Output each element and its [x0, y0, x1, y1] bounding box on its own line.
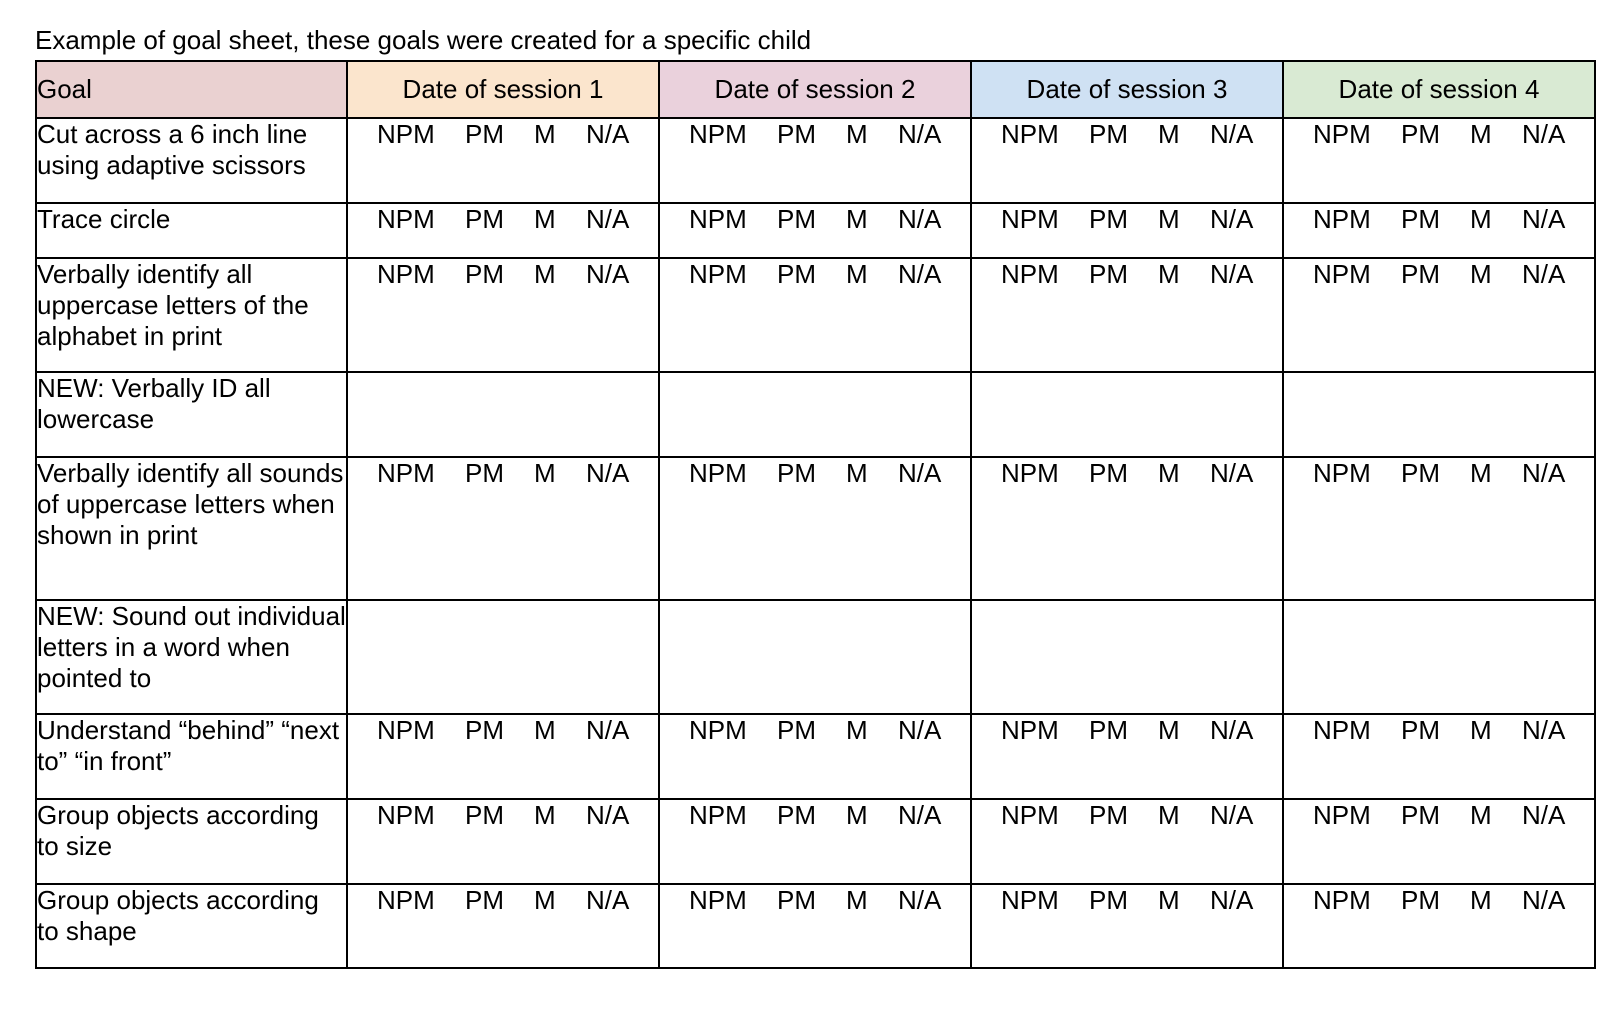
rating-option-m[interactable]: M: [846, 119, 868, 149]
goal-cell: NEW: Sound out individual letters in a word when pointed to: [36, 600, 347, 714]
goal-cell: Group objects according to shape: [36, 884, 347, 968]
rating-option-pm[interactable]: PM: [777, 119, 816, 149]
rating-option-m[interactable]: M: [1470, 458, 1492, 488]
rating-options: [972, 204, 1282, 235]
session-4-rating-cell[interactable]: [1283, 457, 1595, 600]
rating-option-m[interactable]: M: [1470, 800, 1492, 830]
rating-option-m[interactable]: M: [1158, 458, 1180, 488]
rating-option-npm[interactable]: NPM: [1001, 800, 1059, 830]
session-1-rating-cell[interactable]: [347, 884, 659, 968]
rating-option-na[interactable]: N/A: [898, 715, 942, 745]
goal-row: [36, 714, 1595, 799]
rating-option-m[interactable]: M: [534, 458, 556, 488]
rating-option-m[interactable]: M: [534, 119, 556, 149]
rating-option-na[interactable]: N/A: [586, 259, 630, 289]
rating-options: [348, 204, 658, 235]
goal-row: [36, 372, 1595, 457]
rating-option-na[interactable]: N/A: [586, 204, 630, 234]
rating-option-npm[interactable]: NPM: [1001, 119, 1059, 149]
session-1-header: Date of session 1: [347, 61, 659, 118]
rating-option-npm[interactable]: NPM: [377, 458, 435, 488]
rating-option-na[interactable]: N/A: [1210, 204, 1254, 234]
rating-option-na[interactable]: N/A: [1210, 119, 1254, 149]
rating-option-na[interactable]: N/A: [586, 800, 630, 830]
session-2-rating-cell[interactable]: [659, 457, 971, 600]
rating-option-na[interactable]: N/A: [1210, 885, 1254, 915]
rating-option-na[interactable]: N/A: [1522, 259, 1566, 289]
session-1-rating-cell[interactable]: [347, 714, 659, 799]
rating-options: [660, 259, 970, 290]
session-1-rating-cell[interactable]: [347, 600, 659, 714]
rating-option-na[interactable]: N/A: [586, 119, 630, 149]
rating-option-na[interactable]: N/A: [586, 715, 630, 745]
session-1-rating-cell[interactable]: [347, 258, 659, 372]
goal-row: [36, 799, 1595, 884]
rating-option-na[interactable]: N/A: [1522, 119, 1566, 149]
rating-option-m[interactable]: M: [1470, 119, 1492, 149]
rating-option-pm[interactable]: PM: [465, 204, 504, 234]
session-4-rating-cell[interactable]: [1283, 118, 1595, 203]
goal-cell: Cut across a 6 inch line using adaptive scissors: [36, 118, 347, 203]
rating-option-na[interactable]: N/A: [898, 259, 942, 289]
session-2-rating-cell[interactable]: [659, 372, 971, 457]
session-2-rating-cell[interactable]: [659, 118, 971, 203]
session-4-rating-cell[interactable]: [1283, 884, 1595, 968]
rating-option-m[interactable]: M: [1158, 715, 1180, 745]
goal-row: [36, 457, 1595, 600]
session-4-rating-cell[interactable]: [1283, 258, 1595, 372]
rating-option-m[interactable]: M: [534, 885, 556, 915]
rating-options: [348, 458, 658, 489]
rating-option-pm[interactable]: PM: [777, 800, 816, 830]
rating-option-pm[interactable]: PM: [1401, 204, 1440, 234]
rating-option-m[interactable]: M: [846, 259, 868, 289]
rating-option-na[interactable]: N/A: [1210, 800, 1254, 830]
rating-option-na[interactable]: N/A: [898, 885, 942, 915]
rating-options: [972, 885, 1282, 916]
rating-option-na[interactable]: N/A: [1522, 715, 1566, 745]
rating-option-npm[interactable]: NPM: [1001, 259, 1059, 289]
rating-option-npm[interactable]: NPM: [377, 800, 435, 830]
rating-options: [348, 259, 658, 290]
session-4-rating-cell[interactable]: [1283, 799, 1595, 884]
session-3-rating-cell[interactable]: [971, 799, 1283, 884]
rating-option-pm[interactable]: PM: [465, 885, 504, 915]
rating-option-pm[interactable]: PM: [1089, 885, 1128, 915]
session-4-rating-cell[interactable]: [1283, 372, 1595, 457]
rating-option-pm[interactable]: PM: [465, 458, 504, 488]
rating-options: [660, 458, 970, 489]
session-2-rating-cell[interactable]: [659, 258, 971, 372]
rating-option-pm[interactable]: PM: [1401, 259, 1440, 289]
rating-options: [1284, 800, 1594, 831]
session-2-header: Date of session 2: [659, 61, 971, 118]
rating-option-m[interactable]: M: [534, 715, 556, 745]
rating-options: [1284, 204, 1594, 235]
rating-option-npm[interactable]: NPM: [1001, 885, 1059, 915]
rating-option-npm[interactable]: NPM: [377, 715, 435, 745]
rating-options: [660, 885, 970, 916]
session-3-rating-cell[interactable]: [971, 258, 1283, 372]
session-4-rating-cell[interactable]: [1283, 203, 1595, 258]
rating-option-m[interactable]: M: [1158, 885, 1180, 915]
rating-option-m[interactable]: M: [846, 715, 868, 745]
rating-option-pm[interactable]: PM: [465, 715, 504, 745]
session-3-rating-cell[interactable]: [971, 372, 1283, 457]
session-2-rating-cell[interactable]: [659, 884, 971, 968]
rating-option-m[interactable]: M: [534, 800, 556, 830]
session-1-rating-cell[interactable]: [347, 799, 659, 884]
rating-option-pm[interactable]: PM: [777, 204, 816, 234]
session-4-header: Date of session 4: [1283, 61, 1595, 118]
rating-option-m[interactable]: M: [1470, 885, 1492, 915]
rating-option-npm[interactable]: NPM: [377, 119, 435, 149]
rating-options: [660, 800, 970, 831]
rating-option-pm[interactable]: PM: [777, 715, 816, 745]
session-3-rating-cell[interactable]: [971, 600, 1283, 714]
rating-option-pm[interactable]: PM: [1089, 119, 1128, 149]
rating-option-npm[interactable]: NPM: [1313, 800, 1371, 830]
session-4-rating-cell[interactable]: [1283, 714, 1595, 799]
rating-option-m[interactable]: M: [534, 259, 556, 289]
rating-option-npm[interactable]: NPM: [689, 458, 747, 488]
rating-options: [972, 259, 1282, 290]
session-4-rating-cell[interactable]: [1283, 600, 1595, 714]
session-1-rating-cell[interactable]: [347, 203, 659, 258]
goal-row: [36, 884, 1595, 968]
rating-option-npm[interactable]: NPM: [377, 259, 435, 289]
rating-option-npm[interactable]: NPM: [689, 204, 747, 234]
goal-cell: Trace circle: [36, 203, 347, 258]
rating-option-pm[interactable]: PM: [1401, 800, 1440, 830]
goal-row: [36, 258, 1595, 372]
goal-row: [36, 203, 1595, 258]
rating-option-pm[interactable]: PM: [465, 800, 504, 830]
header-row: [36, 61, 1595, 118]
rating-option-m[interactable]: M: [846, 800, 868, 830]
goal-row: [36, 118, 1595, 203]
rating-options: [1284, 715, 1594, 746]
rating-option-na[interactable]: N/A: [898, 119, 942, 149]
rating-options: [348, 715, 658, 746]
rating-options: [660, 119, 970, 150]
session-1-rating-cell[interactable]: [347, 118, 659, 203]
rating-option-npm[interactable]: NPM: [1313, 259, 1371, 289]
rating-options: [972, 800, 1282, 831]
rating-option-na[interactable]: N/A: [1522, 885, 1566, 915]
goal-cell: Understand “behind” “next to” “in front”: [36, 714, 347, 799]
rating-options: [972, 119, 1282, 150]
goal-row: [36, 600, 1595, 714]
rating-option-npm[interactable]: NPM: [1313, 885, 1371, 915]
rating-option-pm[interactable]: PM: [1089, 800, 1128, 830]
rating-option-pm[interactable]: PM: [1089, 259, 1128, 289]
session-3-rating-cell[interactable]: [971, 457, 1283, 600]
rating-option-m[interactable]: M: [1470, 715, 1492, 745]
rating-option-na[interactable]: N/A: [898, 204, 942, 234]
rating-option-pm[interactable]: PM: [1089, 204, 1128, 234]
rating-options: [972, 715, 1282, 746]
rating-option-m[interactable]: M: [846, 204, 868, 234]
rating-option-na[interactable]: N/A: [898, 458, 942, 488]
rating-option-npm[interactable]: NPM: [689, 259, 747, 289]
rating-option-na[interactable]: N/A: [898, 800, 942, 830]
rating-option-pm[interactable]: PM: [1401, 885, 1440, 915]
rating-option-pm[interactable]: PM: [1089, 715, 1128, 745]
session-3-rating-cell[interactable]: [971, 884, 1283, 968]
goal-rows: [36, 118, 1595, 968]
rating-option-npm[interactable]: NPM: [377, 204, 435, 234]
rating-options: [660, 715, 970, 746]
rating-options: [1284, 119, 1594, 150]
session-3-rating-cell[interactable]: [971, 118, 1283, 203]
session-1-rating-cell[interactable]: [347, 457, 659, 600]
rating-option-npm[interactable]: NPM: [1001, 204, 1059, 234]
rating-option-pm[interactable]: PM: [465, 259, 504, 289]
rating-option-pm[interactable]: PM: [1089, 458, 1128, 488]
rating-options: [348, 885, 658, 916]
rating-options: [1284, 885, 1594, 916]
session-2-rating-cell[interactable]: [659, 203, 971, 258]
session-3-rating-cell[interactable]: [971, 203, 1283, 258]
rating-option-m[interactable]: M: [534, 204, 556, 234]
rating-option-npm[interactable]: NPM: [1313, 715, 1371, 745]
sheet-caption: Example of goal sheet, these goals were created for a specific child: [35, 25, 812, 55]
rating-option-na[interactable]: N/A: [1210, 715, 1254, 745]
goal-cell: Group objects according to size: [36, 799, 347, 884]
rating-option-pm[interactable]: PM: [1401, 458, 1440, 488]
rating-option-na[interactable]: N/A: [1522, 458, 1566, 488]
rating-option-m[interactable]: M: [1158, 119, 1180, 149]
rating-option-na[interactable]: N/A: [1210, 458, 1254, 488]
rating-option-pm[interactable]: PM: [777, 885, 816, 915]
goal-column-header: Goal: [36, 61, 347, 118]
session-2-rating-cell[interactable]: [659, 799, 971, 884]
rating-option-npm[interactable]: NPM: [689, 715, 747, 745]
session-3-rating-cell[interactable]: [971, 714, 1283, 799]
rating-option-npm[interactable]: NPM: [1313, 458, 1371, 488]
rating-option-na[interactable]: N/A: [586, 885, 630, 915]
rating-option-m[interactable]: M: [1158, 204, 1180, 234]
rating-option-na[interactable]: N/A: [1522, 800, 1566, 830]
rating-options: [348, 800, 658, 831]
rating-option-npm[interactable]: NPM: [377, 885, 435, 915]
rating-option-pm[interactable]: PM: [777, 458, 816, 488]
goal-cell: NEW: Verbally ID all lowercase: [36, 372, 347, 457]
rating-options: [660, 204, 970, 235]
goal-cell: Verbally identify all uppercase letters of the alphabet in print: [36, 258, 347, 372]
rating-option-m[interactable]: M: [846, 885, 868, 915]
rating-option-pm[interactable]: PM: [1401, 119, 1440, 149]
rating-options: [348, 119, 658, 150]
rating-option-m[interactable]: M: [1470, 204, 1492, 234]
rating-options: [972, 458, 1282, 489]
rating-option-m[interactable]: M: [1158, 800, 1180, 830]
session-2-rating-cell[interactable]: [659, 714, 971, 799]
rating-option-npm[interactable]: NPM: [1313, 204, 1371, 234]
rating-option-pm[interactable]: PM: [465, 119, 504, 149]
rating-option-na[interactable]: N/A: [1210, 259, 1254, 289]
rating-option-m[interactable]: M: [846, 458, 868, 488]
rating-option-m[interactable]: M: [1158, 259, 1180, 289]
session-2-rating-cell[interactable]: [659, 600, 971, 714]
rating-option-m[interactable]: M: [1470, 259, 1492, 289]
goal-sheet-table: [35, 60, 1596, 969]
goal-cell: Verbally identify all sounds of uppercase letters when shown in print: [36, 457, 347, 600]
session-1-rating-cell[interactable]: [347, 372, 659, 457]
rating-option-npm[interactable]: NPM: [1001, 458, 1059, 488]
rating-option-pm[interactable]: PM: [777, 259, 816, 289]
rating-option-na[interactable]: N/A: [1522, 204, 1566, 234]
rating-options: [1284, 458, 1594, 489]
session-3-header: Date of session 3: [971, 61, 1283, 118]
rating-option-npm[interactable]: NPM: [689, 885, 747, 915]
rating-options: [1284, 259, 1594, 290]
rating-option-npm[interactable]: NPM: [689, 119, 747, 149]
rating-option-npm[interactable]: NPM: [689, 800, 747, 830]
rating-option-pm[interactable]: PM: [1401, 715, 1440, 745]
rating-option-npm[interactable]: NPM: [1001, 715, 1059, 745]
rating-option-na[interactable]: N/A: [586, 458, 630, 488]
rating-option-npm[interactable]: NPM: [1313, 119, 1371, 149]
